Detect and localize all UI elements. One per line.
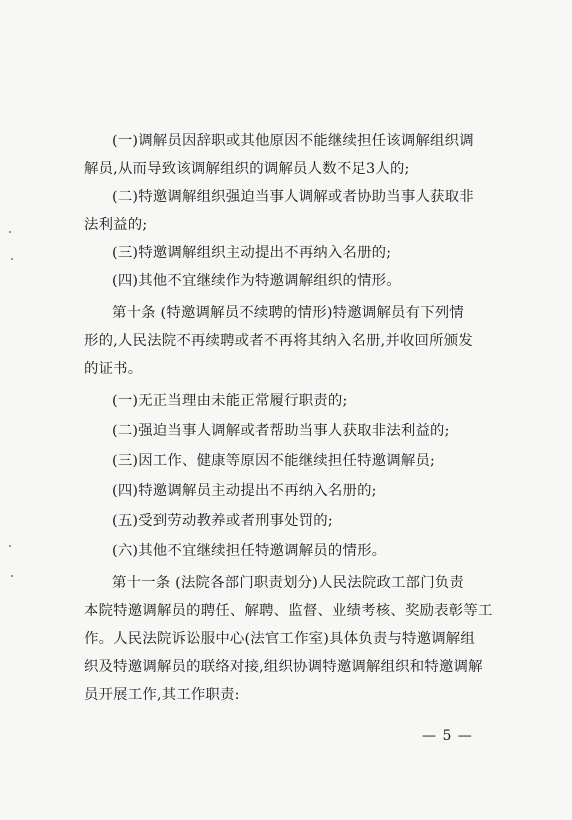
text-line: 织及特邀调解员的联络对接,组织协调特邀调解组织和特邀调解	[84, 659, 483, 675]
scan-mark	[11, 258, 13, 260]
text-line: (六)其他不宜继续担任特邀调解员的情形。	[112, 543, 387, 559]
text-line: 本院特邀调解员的聘任、解聘、监督、业绩考核、奖励表彰等工	[84, 603, 493, 619]
text-line: (三)特邀调解组织主动提出不再纳入名册的;	[112, 245, 392, 261]
text-line: 员开展工作,其工作职责:	[84, 687, 240, 703]
text-line: 形的,人民法院不再续聘或者不再将其纳入名册,并收回所颁发	[84, 333, 473, 349]
text-line: (五)受到劳动教养或者刑事处罚的;	[112, 513, 333, 529]
scan-mark	[9, 545, 11, 547]
text-line: (二)强迫当事人调解或者帮助当事人获取非法利益的;	[112, 423, 450, 439]
scan-mark	[11, 575, 13, 577]
text-line: 解员,从而导致该调解组织的调解员人数不足3人的;	[84, 161, 410, 177]
text-line: (一)无正当理由未能正常履行职责的;	[112, 393, 348, 409]
text-line: (二)特邀调解组织强迫当事人调解或者协助当事人获取非	[112, 189, 474, 205]
text-line: 第十一条 (法院各部门职责划分)人民法院政工部门负责	[112, 575, 464, 591]
page-number: — 5 —	[422, 728, 473, 744]
text-line: (三)因工作、健康等原因不能继续担任特邀调解员;	[112, 453, 436, 469]
scan-mark	[9, 231, 11, 233]
text-line: 法利益的;	[84, 217, 148, 233]
text-line: 作。人民法院诉讼服中心(法官工作室)具体负责与特邀调解组	[84, 631, 475, 647]
text-line: 第十条 (特邀调解员不续聘的情形)特邀调解员有下列情	[112, 305, 464, 321]
text-line: 的证书。	[84, 361, 143, 377]
text-line: (四)其他不宜继续作为特邀调解组织的情形。	[112, 273, 401, 289]
text-line: (一)调解员因辞职或其他原因不能继续担任该调解组织调	[112, 133, 474, 149]
text-line: (四)特邀调解员主动提出不再纳入名册的;	[112, 483, 377, 499]
